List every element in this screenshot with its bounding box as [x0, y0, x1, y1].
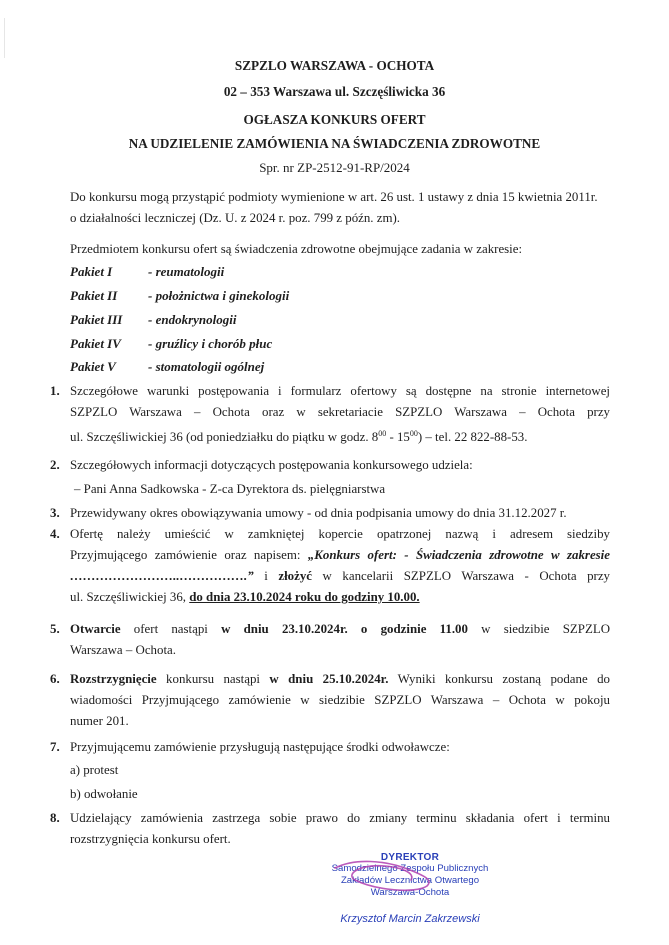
item-text-part: ofert nastąpi — [120, 622, 222, 636]
item-text: Przewidywany okres obowiązywania umowy - od dnia podpisania umowy do dnia 31.12.2027 r. — [70, 506, 567, 520]
item-number: 7. — [50, 740, 60, 754]
item-text — [70, 619, 610, 640]
item-text-part: Rozstrzygnięcie — [70, 672, 157, 686]
list-item-6 — [50, 669, 610, 732]
package-item — [70, 264, 224, 280]
opening-date: w dniu 23.10.2024r. o godzinie 11.00 — [221, 622, 468, 636]
package-item — [70, 359, 264, 375]
list-item-4 — [50, 524, 610, 608]
package-name: Pakiet IV — [70, 336, 121, 351]
item-text: Szczegółowe warunki postępowania i formularz ofertowy są dostępne na stronie internetowej — [70, 384, 610, 398]
announcement-title: OGŁASZA KONKURS OFERT — [243, 112, 426, 127]
signatory-name: Krzysztof Marcin Zakrzewski — [340, 913, 480, 925]
deadline-text: do dnia 23.10.2024 roku do godziny 10.00. — [189, 590, 420, 604]
announcement-subject: NA UDZIELENIE ZAMÓWIENIA NA ŚWIADCZENIA ZDROWOTNE — [128, 136, 541, 151]
stamp-org-line: Zakładów Lecznictwa Otwartego — [340, 875, 480, 886]
package-name: Pakiet I — [70, 264, 113, 279]
item-text: wiadomości Przyjmującego zamówienie w siedzibie SZPZLO Warszawa – Ochota w pokoju — [70, 693, 610, 707]
handwritten-signature-icon — [315, 850, 465, 900]
org-address: 02 – 353 Warszawa ul. Szczęśliwicka 36 — [223, 84, 446, 99]
envelope-placeholder: ……………………..…………….” — [70, 569, 254, 583]
item-number: 1. — [50, 384, 60, 398]
scan-edge-mark — [4, 18, 5, 58]
item-text-part: i — [253, 569, 279, 583]
item-text: SZPZLO Warszawa – Ochota oraz w sekretariacie SZPZLO Warszawa – Ochota przy — [70, 405, 610, 419]
item-text — [70, 669, 610, 690]
item-text — [70, 423, 610, 448]
intro-paragraph — [70, 187, 610, 229]
item-text — [70, 587, 610, 608]
stamp-org-line: Samodzielnego Zespołu Publicznych — [331, 863, 489, 874]
item-text: rozstrzygnięcia konkursu ofert. — [70, 832, 231, 846]
resolution-date: w dniu 25.10.2024r. — [269, 672, 389, 686]
hours-text: - 15 — [386, 430, 410, 444]
item-text-part: konkursu nastąpi — [156, 672, 270, 686]
list-item-5 — [50, 619, 610, 661]
intro-line-1: Do konkursu mogą przystąpić podmioty wymienione w art. 26 ust. 1 ustawy z dnia 15 kwietnia 2011r. — [70, 190, 598, 204]
item-text-part: ul. Szczęśliwickiej 36, — [70, 590, 190, 604]
hours-text: ul. Szczęśliwickiej 36 (od poniedziałku do piątku w godz. 8 — [70, 430, 379, 444]
item-number: 3. — [50, 506, 60, 520]
item-text: Przyjmującemu zamówienie przysługują następujące środki odwoławcze: — [70, 740, 450, 754]
package-desc: - stomatologii ogólnej — [148, 359, 265, 374]
hours-superscript: 00 — [409, 429, 418, 438]
item-text: Warszawa – Ochota. — [70, 643, 176, 657]
phone-text: ) – tel. 22 822-88-53. — [417, 430, 528, 444]
list-item-3 — [50, 503, 610, 524]
package-item — [70, 288, 289, 304]
item-text-part: w siedzibie SZPZLO — [467, 622, 611, 636]
item-text — [70, 566, 610, 587]
item-text — [70, 545, 610, 566]
org-name: SZPZLO WARSZAWA - OCHOTA — [234, 58, 435, 73]
scope-text: Przedmiotem konkursu ofert są świadczenia zdrowotne obejmujące zadania w zakresie: — [70, 242, 523, 256]
item-text-part: Przyjmującego zamówienie oraz napisem: — [70, 548, 308, 562]
remedy-a: a) protest — [70, 763, 119, 777]
item-text-part: Wyniki konkursu zostaną podane do — [388, 672, 610, 686]
package-name: Pakiet III — [70, 312, 123, 327]
package-item — [70, 312, 236, 328]
item-text: Szczegółowych informacji dotyczących postępowania konkursowego udziela: — [70, 458, 473, 472]
list-item-1 — [50, 381, 610, 448]
stamp-org-line: Warszawa-Ochota — [370, 887, 450, 898]
contact-person: – Pani Anna Sadkowska - Z-ca Dyrektora ds. pielęgniarstwa — [74, 482, 386, 496]
item-text: Ofertę należy umieścić w zamkniętej kopercie opatrzonej nazwą i adresem siedziby — [70, 527, 610, 541]
package-desc: - położnictwa i ginekologii — [148, 288, 290, 303]
envelope-label: „Konkurs ofert: - Świadczenia zdrowotne w zakresie — [307, 548, 610, 562]
item-number: 2. — [50, 458, 60, 472]
item-number: 4. — [50, 527, 60, 541]
list-item-7 — [50, 737, 610, 758]
remedy-b: b) odwołanie — [70, 787, 138, 801]
item-text: numer 201. — [70, 714, 129, 728]
item-number: 8. — [50, 811, 60, 825]
item-number: 6. — [50, 672, 60, 686]
package-desc: - reumatologii — [148, 264, 225, 279]
item-text-part: w kancelarii SZPZLO Warszawa - Ochota przy — [312, 569, 611, 583]
list-item-2 — [50, 455, 610, 476]
hours-superscript: 00 — [378, 429, 387, 438]
list-item-8 — [50, 808, 610, 850]
item-text-part: złożyć — [278, 569, 313, 583]
item-text: Udzielający zamówienia zastrzega sobie prawo do zmiany terminu składania ofert i terminu — [70, 811, 610, 825]
case-reference: Spr. nr ZP-2512-91-RP/2024 — [259, 160, 410, 175]
package-name: Pakiet II — [70, 288, 118, 303]
package-item — [70, 336, 272, 352]
item-number: 5. — [50, 622, 60, 636]
package-desc: - endokrynologii — [148, 312, 237, 327]
intro-line-2: o działalności leczniczej (Dz. U. z 2024 r. poz. 799 z późn. zm). — [70, 211, 401, 225]
item-text-part: Otwarcie — [70, 622, 121, 636]
stamp-title: DYREKTOR — [380, 852, 440, 863]
package-name: Pakiet V — [70, 359, 116, 374]
package-desc: - gruźlicy i chorób płuc — [148, 336, 273, 351]
